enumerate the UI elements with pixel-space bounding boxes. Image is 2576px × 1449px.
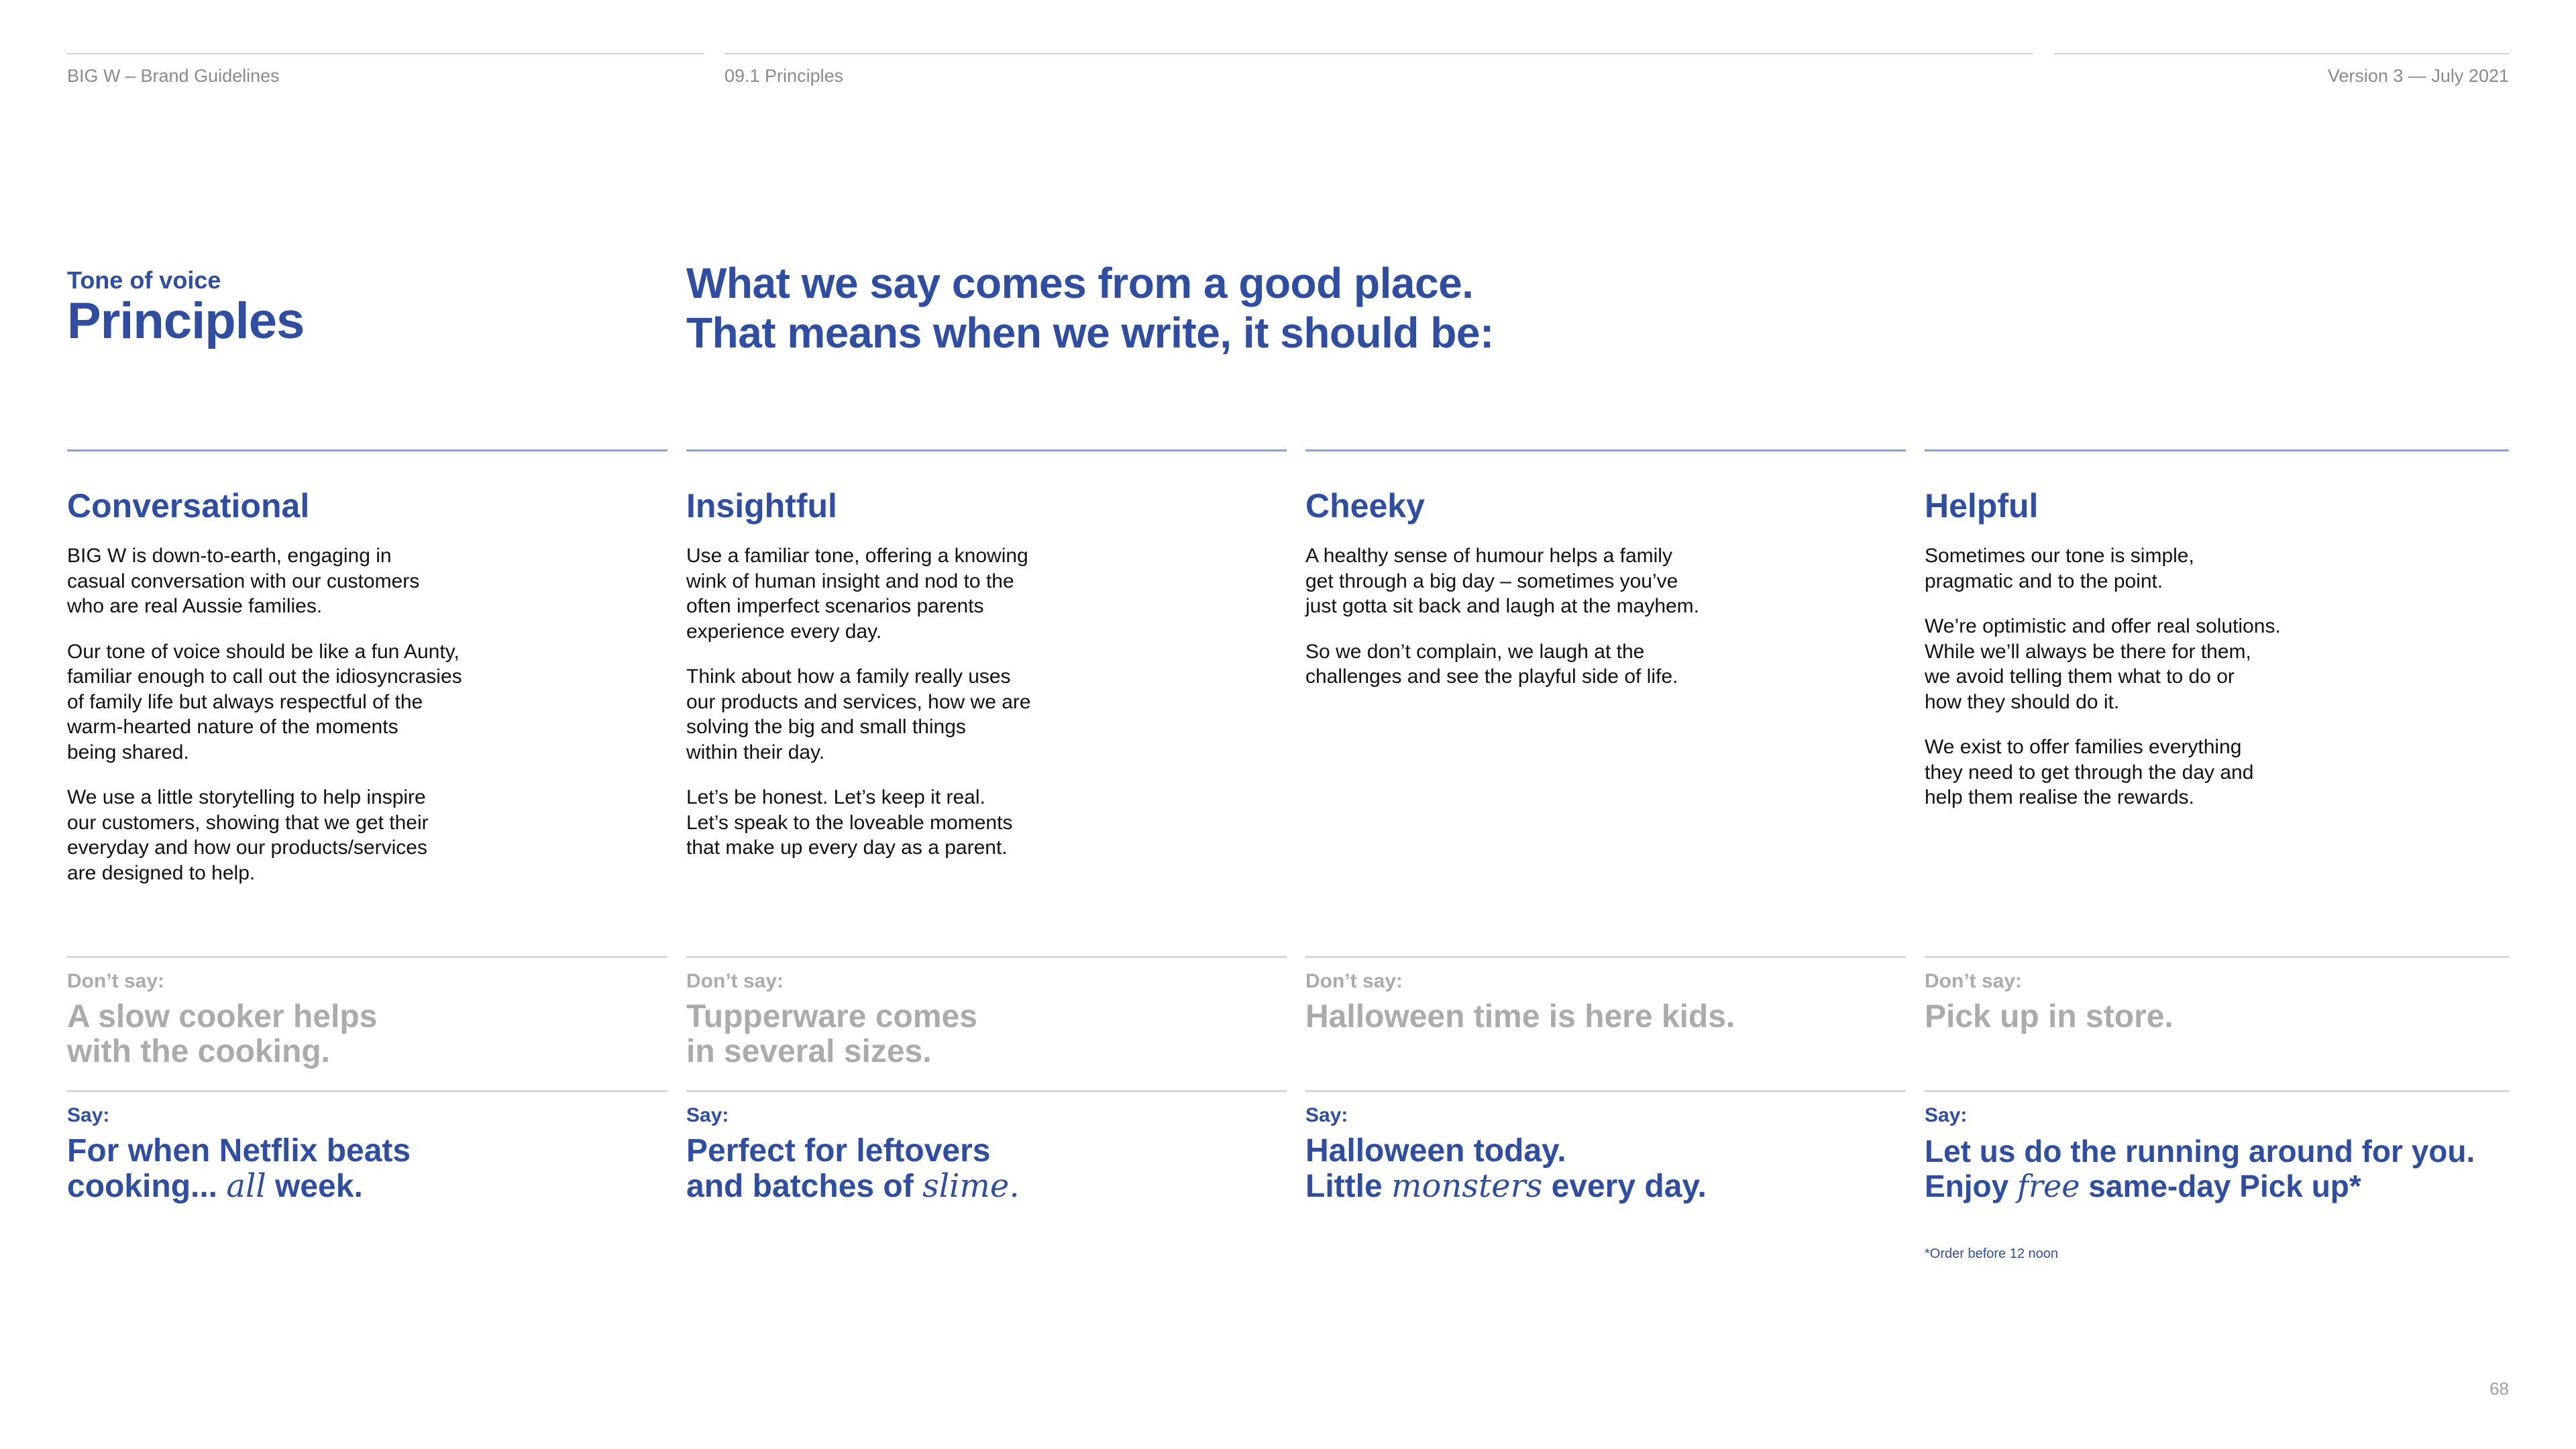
description-paragraph: Think about how a family really uses our products and services, how we are solving the big and small things within their day. [686, 665, 1031, 763]
say-line-1: For when Netflix beats [67, 1133, 411, 1169]
say-line-1: Let us do the running around for you. [1925, 1134, 2475, 1169]
say-example [1305, 1134, 1906, 1204]
say-script-word: slime. [922, 1167, 1020, 1205]
column-rule [686, 449, 1287, 451]
dont-say-example: A slow cooker helps with the cooking. [67, 999, 378, 1069]
say-text-part: and batches of [686, 1169, 923, 1204]
principle-insightful [686, 449, 1287, 1288]
page-title: Principles [67, 292, 305, 350]
description-paragraph: We use a little storytelling to help inspire our customers, showing that we get their everyday and how our products/services are designed to help. [67, 786, 429, 884]
dont-say-label: Don’t say: [1305, 970, 1403, 992]
principle-title: Conversational [67, 487, 310, 525]
say-example [686, 1134, 1287, 1204]
say-script-word: free [2017, 1168, 2080, 1204]
say-label: Say: [1925, 1104, 1968, 1126]
dont-say-example: Halloween time is here kids. [1305, 999, 1735, 1034]
column-rule [1925, 449, 2509, 451]
principle-description [1305, 543, 1815, 710]
say-text-part: every day. [1542, 1169, 1707, 1204]
say-rule [1925, 1090, 2509, 1092]
say-rule [1305, 1090, 1906, 1092]
say-text-part: Enjoy [1925, 1169, 2018, 1203]
say-script-word: monsters [1391, 1167, 1543, 1205]
say-text-part: week. [266, 1169, 363, 1204]
description-paragraph: Use a familiar tone, offering a knowing wink of human insight and nod to the often imperfect scenarios parents experience every day. [686, 545, 1028, 643]
principle-title: Cheeky [1305, 487, 1425, 525]
principle-helpful [1925, 449, 2509, 1288]
description-paragraph: A healthy sense of humour helps a family get through a big day – sometimes you’ve just gotta sit back and laugh at the mayhem. [1305, 545, 1700, 617]
headline-line-2: That means when we write, it should be: [686, 309, 1494, 357]
principle-title: Insightful [686, 487, 837, 525]
say-line-2 [1305, 1169, 1906, 1204]
header-rule-left [67, 53, 704, 54]
principle-description [686, 543, 1196, 881]
footnote: *Order before 12 noon [1925, 1246, 2059, 1261]
dont-say-label: Don’t say: [67, 970, 165, 992]
header-rule-center [724, 53, 2033, 54]
say-example [67, 1134, 667, 1204]
principle-cheeky [1305, 449, 1906, 1288]
say-line-2 [67, 1169, 667, 1204]
dont-say-label: Don’t say: [686, 970, 784, 992]
dont-say-rule [67, 956, 667, 958]
say-label: Say: [67, 1104, 110, 1126]
say-rule [686, 1090, 1287, 1092]
dont-say-example: Tupperware comes in several sizes. [686, 999, 977, 1069]
dont-say-example: Pick up in store. [1925, 999, 2174, 1034]
say-text-part: cooking... [67, 1169, 227, 1204]
principle-description [1925, 543, 2434, 830]
headline-line-1: What we say comes from a good place. [686, 259, 1474, 307]
section-eyebrow: Tone of voice [67, 266, 221, 294]
say-line-2 [686, 1169, 1287, 1204]
say-rule [67, 1090, 667, 1092]
principle-description [67, 543, 577, 906]
header-version: Version 3 — July 2021 [2327, 66, 2509, 86]
description-paragraph: We’re optimistic and offer real solutions. While we’ll always be there for them, we avoid telling them what to do or how they should do it. [1925, 615, 2281, 713]
principles-headline [686, 258, 1494, 358]
say-line-1: Perfect for leftovers [686, 1133, 991, 1169]
principle-conversational [67, 449, 667, 1288]
description-paragraph: Our tone of voice should be like a fun Aunty, familiar enough to call out the idiosyncrasies of family life but always respectful of the warm-hearted nature of the moments being shared. [67, 640, 462, 763]
dont-say-rule [1305, 956, 1906, 958]
description-paragraph: We exist to offer families everything they need to get through the day and help them realise the rewards. [1925, 736, 2254, 808]
column-rule [1305, 449, 1906, 451]
description-paragraph: BIG W is down-to-earth, engaging in casual conversation with our customers who are real Aussie families. [67, 545, 420, 617]
header-rule-right [2054, 53, 2509, 54]
description-paragraph: So we don’t complain, we laugh at the challenges and see the playful side of life. [1305, 640, 1678, 688]
dont-say-label: Don’t say: [1925, 970, 2023, 992]
say-label: Say: [686, 1104, 729, 1126]
dont-say-rule [1925, 956, 2509, 958]
say-line-1: Halloween today. [1305, 1133, 1566, 1169]
say-line-2 [1925, 1169, 2509, 1203]
principle-title: Helpful [1925, 487, 2039, 525]
dont-say-rule [686, 956, 1287, 958]
say-label: Say: [1305, 1104, 1348, 1126]
say-script-word: all [226, 1167, 266, 1205]
say-text-part: Little [1305, 1169, 1391, 1204]
say-example [1925, 1134, 2509, 1203]
header-document-title: BIG W – Brand Guidelines [67, 66, 280, 86]
say-text-part: same-day Pick up* [2080, 1169, 2361, 1203]
column-rule [67, 449, 667, 451]
description-paragraph: Let’s be honest. Let’s keep it real. Let’s speak to the loveable moments that make up every day as a parent. [686, 786, 1013, 859]
header-section: 09.1 Principles [724, 66, 844, 86]
page-number: 68 [2489, 1379, 2509, 1399]
description-paragraph: Sometimes our tone is simple, pragmatic and to the point. [1925, 545, 2194, 592]
